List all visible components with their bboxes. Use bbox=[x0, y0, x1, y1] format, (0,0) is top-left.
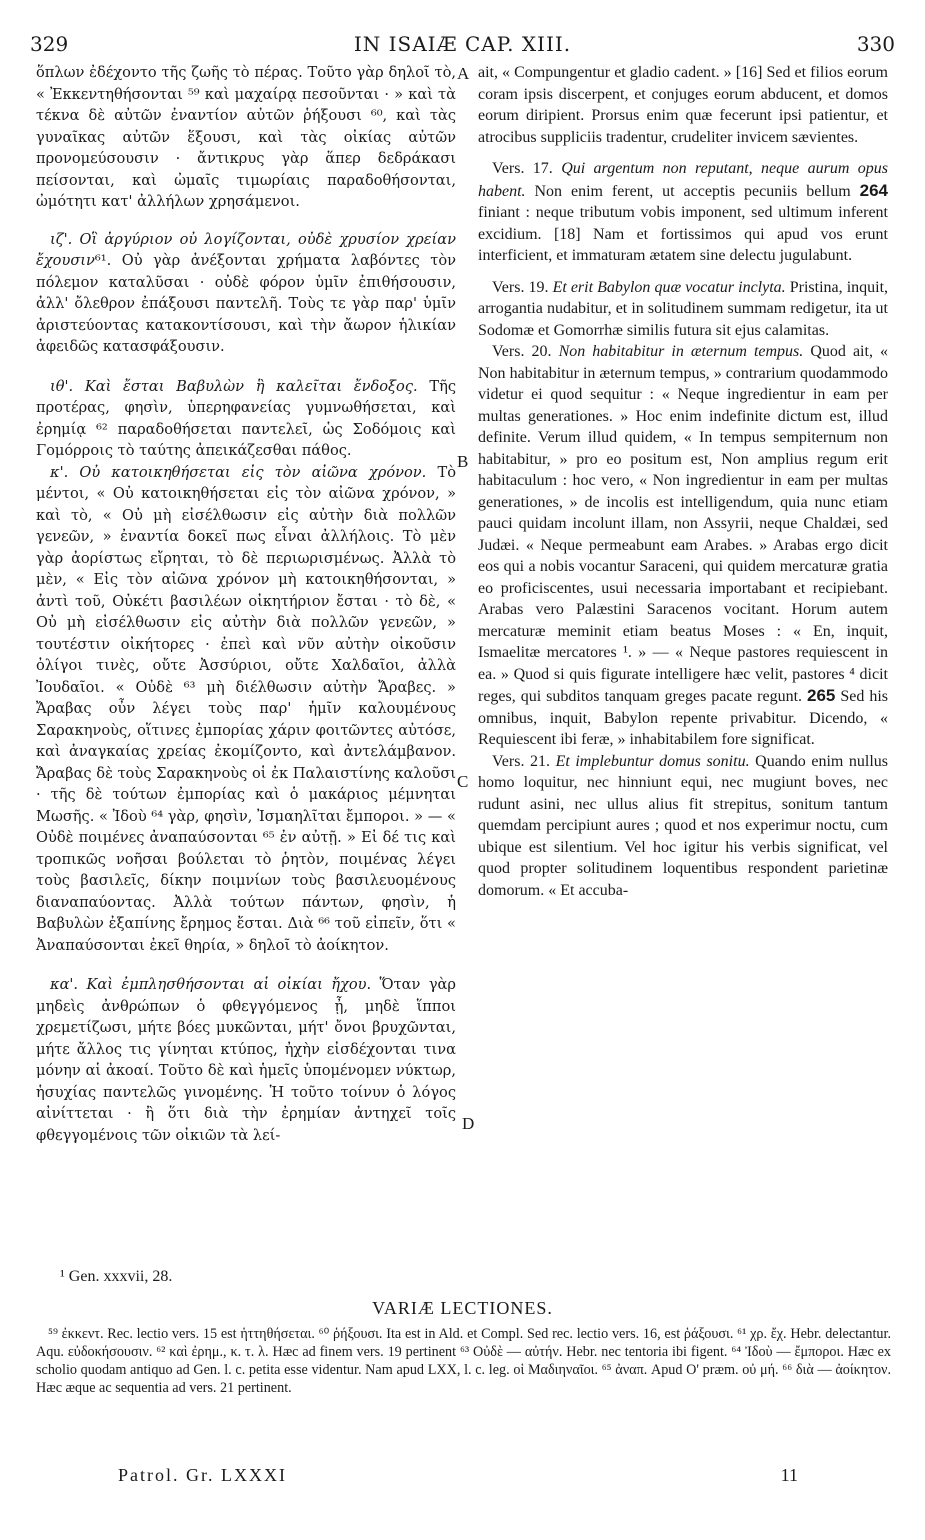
greek-paragraph bbox=[36, 974, 456, 1146]
verse-heading: Qui argentum non reputant, neque aurum opus habent. bbox=[478, 160, 888, 200]
running-header bbox=[30, 32, 895, 62]
column-number: 264 bbox=[859, 180, 888, 200]
verse-label: Vers. 19. bbox=[492, 278, 549, 296]
greek-verse-text: Ὅταν γὰρ μηδεὶς ἀνθρώπων ὁ φθεγγόμενος ᾖ, μηδὲ ἵπποι χρεμετίζωσι, μήτε βόες μυκῶνται, μήτ' ὄνοι βρυχῶνται, μήτε ἄλλος τις γίνηται κτύπος, ἠχὴν εἰσδέχονται τινα μόνην αἱ ἀκοαί. Τοῦτο δὲ καὶ ἡμεῖς ὑπομένομεν νύκτωρ, ἡσυχίας παντελῶς γινομένης. Ἡ τοῦτο τοίνυν ὁ λόγος αἰνίττεται · ἢ ὅτι διὰ τὴν ἐρημίαν ἀντηχεῖ τοῖς φθεγγομένοις τῶν οἰκιῶν τὰ λεί- bbox=[36, 976, 456, 1144]
page-footer bbox=[118, 1465, 798, 1491]
greek-verse-text: Τὸ μέντοι, « Οὐ κατοικηθήσεται εἰς τὸν αἰῶνα χρόνον, » καὶ τὸ, « Οὐ μὴ εἰσέλθωσιν εἰς αὐτὴν διὰ πολλῶν γενεῶν, » ἐναντία δοκεῖ πως εἶναι ἀλλήλοις. Τὸ μὲν γὰρ ἀορίστως εἴρηται, τὸ δὲ περιωρισμένως. Ἀλλὰ τὸ μὲν, « Εἰς τὸν αἰῶνα χρόνον μὴ κατοικηθήσονται, » ἀντὶ τοῦ, Οὐκέτι βασιλέων οἰκητήριον ἔσται · τὸ δὲ, « Οὐ μὴ εἰσέλθωσιν εἰς αὐτὴν διὰ πολλῶν γενεῶν, » τουτέστιν οἰκήτορες · ἐπεὶ καὶ νῦν αὐτὴν οἰκοῦσιν ὀλίγοι τινὲς, οὔτε Ἀσσύριοι, οὔτε Χαλδαῖοι, ἀλλὰ Ἰουδαῖοι. « Οὐδὲ ⁶³ μὴ διέλθωσιν αὐτὴν Ἄραβες. » Ἄραβας οὖν λέγει τοὺς παρ' ἡμῖν καλουμένους Σαρακηνοὺς, οἵτινες ἐμπορίας χάριν φοιτῶντες αὐτόσε, καὶ ἀναγκαίας χρείας ἐκομίζοντο, καὶ ἀντελάμβανον. Ἄραβας δὲ τοὺς Σαρακηνοὺς οἱ ἐκ Παλαιστίνης καλοῦσι · τῆς δὲ τούτων ἐμπορίας καὶ ὁ μακάριος μέμνηται Μωσῆς. « Ἰδοὺ ⁶⁴ γὰρ, φησὶν, Ἰσμαηλῖται ἔμποροι. » — « Οὐδὲ ποιμένες ἀναπαύσονται ⁶⁵ ἐν αὐτῇ. » Εἰ δέ τις καὶ τροπικῶς νοῆσαι βούλεται τὸ ῥητὸν, ποιμένας λέγει τοὺς βασιλεῖς, δίκην ποιμνίων τοὺς βασιλευομένους διαναπαύοντας. Ἀλλὰ τούτων πάντων, φησὶν, ἡ Βαβυλὼν ἐξαπίνης ἔρημος ἔσται. Διὰ ⁶⁶ τοῦ εἰπεῖν, ὅτι « Ἀναπαύσονται ἐκεῖ θηρία, » δηλοῖ τὸ ἀοίκητον. bbox=[36, 463, 456, 954]
signature-mark: Patrol. Gr. LXXXI bbox=[118, 1465, 287, 1485]
latin-verse-text: Pristina, inquit, arrogantia nudabitur, et in solitudinem summam redigetur, ita ut Sodomæ et Gomorrhæ similis futura sit ejus calamitas. bbox=[478, 278, 889, 339]
greek-verse-heading: ιθ'. Καὶ ἔσται Βαβυλὼν ἣ καλεῖται ἔνδοξος. bbox=[50, 377, 418, 395]
latin-verse-text: Sed his omnibus, inquit, Babylon repente privabitur. Dicendo, « Requiescent ibi feræ, » inhabitabilem fore significat. bbox=[478, 688, 889, 748]
latin-paragraph: ait, « Compungentur et gladio cadent. » [16] Sed et filios eorum coram ipsis discerpent, et conjuges eorum abducent, et domos eorum diripient. Prorsus enim quæ fecerunt ipsi patientur, et atrocibus suppliciis tradentur, crudeliter invicem sævientes. bbox=[478, 64, 888, 146]
signature-number: 11 bbox=[780, 1465, 798, 1485]
latin-paragraph bbox=[478, 277, 888, 342]
margin-letter-c: C bbox=[457, 772, 469, 791]
verse-heading: Et erit Babylon quæ vocatur inclyta. bbox=[552, 278, 786, 296]
latin-paragraph bbox=[478, 341, 888, 751]
running-title: IN ISAIÆ CAP. XIII. bbox=[353, 32, 572, 56]
latin-verse-text: finiant : neque tributum vobis imponent, sed ultimum inferent excidium. [18] Nam et fortissimos qui apud vos erunt interficient, et immaturam ætatem sine delectu jugulabunt. bbox=[478, 204, 888, 264]
verse-heading: Et implebuntur domus sonitu. bbox=[555, 752, 750, 770]
verse-label: Vers. 17. bbox=[492, 160, 553, 177]
verse-label: Vers. 20. bbox=[492, 343, 552, 360]
margin-letter-a: A bbox=[457, 64, 470, 83]
verse-heading: Non habitabitur in æternum tempus. bbox=[558, 343, 804, 360]
greek-paragraph: ὅπλων ἐδέχοντο τῆς ζωῆς τὸ πέρας. Τοῦτο γὰρ δηλοῖ τὸ, « Ἐκκεντηθήσονται ⁵⁹ καὶ μαχαίρᾳ πεσοῦνται · » καὶ τὰ τέκνα δὲ αὐτῶν ἐναντίον αὐτῶν ῥήξουσι ⁶⁰, καὶ τὰς γυναῖκας αὐτῶν ἕξουσι, καὶ τὰς οἰκίας αὐτῶν προνομεύσουσιν · ἄντικρυς γὰρ ἅπερ δεδράκασι πείσονται, καὶ ὠμαῖς τιμωρίαις παραδοθήσονται, ὠμότητι κατ' ἀλλήλων χρησάμενοι. bbox=[36, 64, 456, 210]
column-number: 265 bbox=[807, 686, 836, 705]
varia-lectiones-title: VARIÆ LECTIONES. bbox=[372, 1298, 553, 1318]
varia-lectiones-text: ⁵⁹ ἐκκεντ. Rec. lectio vers. 15 est ἡττηθήσεται. ⁶⁰ ῥήξουσι. Ita est in Ald. et Compl. Sed rec. lectio vers. 16, est ῥάξουσι. ⁶¹ χρ. ἔχ. Hebr. delectantur. Aqu. εὐδοκήσουσιν. ⁶² καὶ ἐρημ., κ. τ. λ. Hæc ad finem vers. 19 pertinent ⁶³ Οὐδὲ — αὐτήν. Hebr. nec tentoria ibi figent. ⁶⁴ Ἰδοὺ — ἔμποροι. Hæc ex scholio quodam antiquo ad Gen. l. c. petita esse videntur. Nam apud LXX, l. c. leg. οἱ Μαδιηναῖοι. ⁶⁵ ἀναπ. Apud O' præm. οὐ μή. ⁶⁶ διὰ — ἀοίκητον. Hæc æque ac sequentia ad vers. 21 pertinent. bbox=[36, 1326, 891, 1396]
latin-column bbox=[478, 62, 888, 901]
greek-verse-heading: κα'. Καὶ ἐμπλησθήσονται αἱ οἰκίαι ἤχου. bbox=[50, 976, 372, 993]
greek-paragraph bbox=[36, 462, 456, 957]
latin-paragraph bbox=[478, 158, 888, 267]
margin-letter-b: B bbox=[457, 452, 469, 471]
greek-column bbox=[36, 62, 456, 1146]
greek-verse-heading: κ'. Οὐ κατοικηθήσεται εἰς τὸν αἰῶνα χρόνον. bbox=[50, 463, 427, 481]
greek-verse-heading: ιζ'. Οἳ ἀργύριον οὐ λογίζονται, οὐδὲ χρυσίον χρείαν ἔχουσιν bbox=[36, 230, 456, 269]
latin-paragraph bbox=[478, 751, 888, 902]
page-number-right: 330 bbox=[856, 32, 895, 56]
latin-verse-text: Quando enim nullus homo loquitur, nec hinniunt equi, nec mugiunt boves, nec rudunt asini, nec ullus alius fit strepitus, sonitum tantum quemdam percipiunt aures ; quod et nos experimur noctu, cum ubique est silentium. Vel hoc igitur his verbis significat, vel quod propter solitudinem loquentibus respondent parietinæ domorum. « Et accuba- bbox=[478, 752, 889, 899]
page-number-left: 329 bbox=[30, 32, 69, 56]
greek-verse-text: ⁶¹. Οὐ γὰρ ἀνέξονται χρήματα λαβόντες τὸν πόλεμον καταλῦσαι · οὐδὲ φόρον ὑμῖν ἐπιθήσουσιν, ἀλλ' ὄλεθρον ἐπάξουσι παντελῆ. Τοὺς τε γὰρ παρ' ὑμῖν ἀριστεύοντας κατακοντίσουσι, καὶ τὴν ἄωρον ἡλικίαν ἀφειδῶς κατασφάξουσιν. bbox=[36, 252, 456, 355]
margin-letter-d: D bbox=[462, 1114, 475, 1133]
verse-label: Vers. 21. bbox=[492, 752, 550, 770]
greek-paragraph bbox=[36, 229, 456, 358]
footnote: ¹ Gen. xxxvii, 28. bbox=[60, 1268, 173, 1285]
greek-verse-text: Τῆς προτέρας, φησὶν, ὑπερηφανείας γυμνωθήσεται, καὶ ἐρημίᾳ ⁶² παραδοθήσεται παντελεῖ, ὡς Σοδόμοις καὶ Γομόρροις τὸ ταύτης ἀπεικάζεσθαι πάθος. bbox=[36, 377, 457, 459]
greek-paragraph bbox=[36, 376, 456, 462]
varia-lectiones bbox=[36, 1325, 891, 1397]
latin-verse-text: Non enim ferent, ut acceptis pecuniis bellum bbox=[534, 182, 851, 200]
latin-verse-text: Quod ait, « Non habitabitur in æternum tempus, » contrarium quodammodo videtur ei quod sequitur : « Neque ingredientur in eam per multas generationes. » Hoc enim indefinite dictum est, illud definite. Verum illud quidem, « In tempus sempiternum non habitabitur, » pro eo positum est, Non amplius regum erit habitaculum : hoc vero, « Non ingredientur in eam per multas generationes, » de incolis est intelligendum, quia nunc etiam pauci quidam incolunt illam, non Assyrii, neque Chaldæi, sed Judæi. « Neque permeabunt eam Arabes. » Arabas ergo dicit eos qui a nobis vocantur Saraceni, qui quidem mercaturæ gratia eo proficiscentes, usui necessaria importabant et recipiebant. Arabas vero Palæstini Saracenos vocitant. Horum autem mercaturæ meminit etiam beatus Moses : « En, inquit, Ismaelitæ mercatores ¹. » — « Neque pastores requiescent in ea. » Quod si quis figurate intelligere hæc velit, pastores ⁴ dicit reges, qui subditos tanquam greges pacate regunt. bbox=[478, 343, 888, 705]
